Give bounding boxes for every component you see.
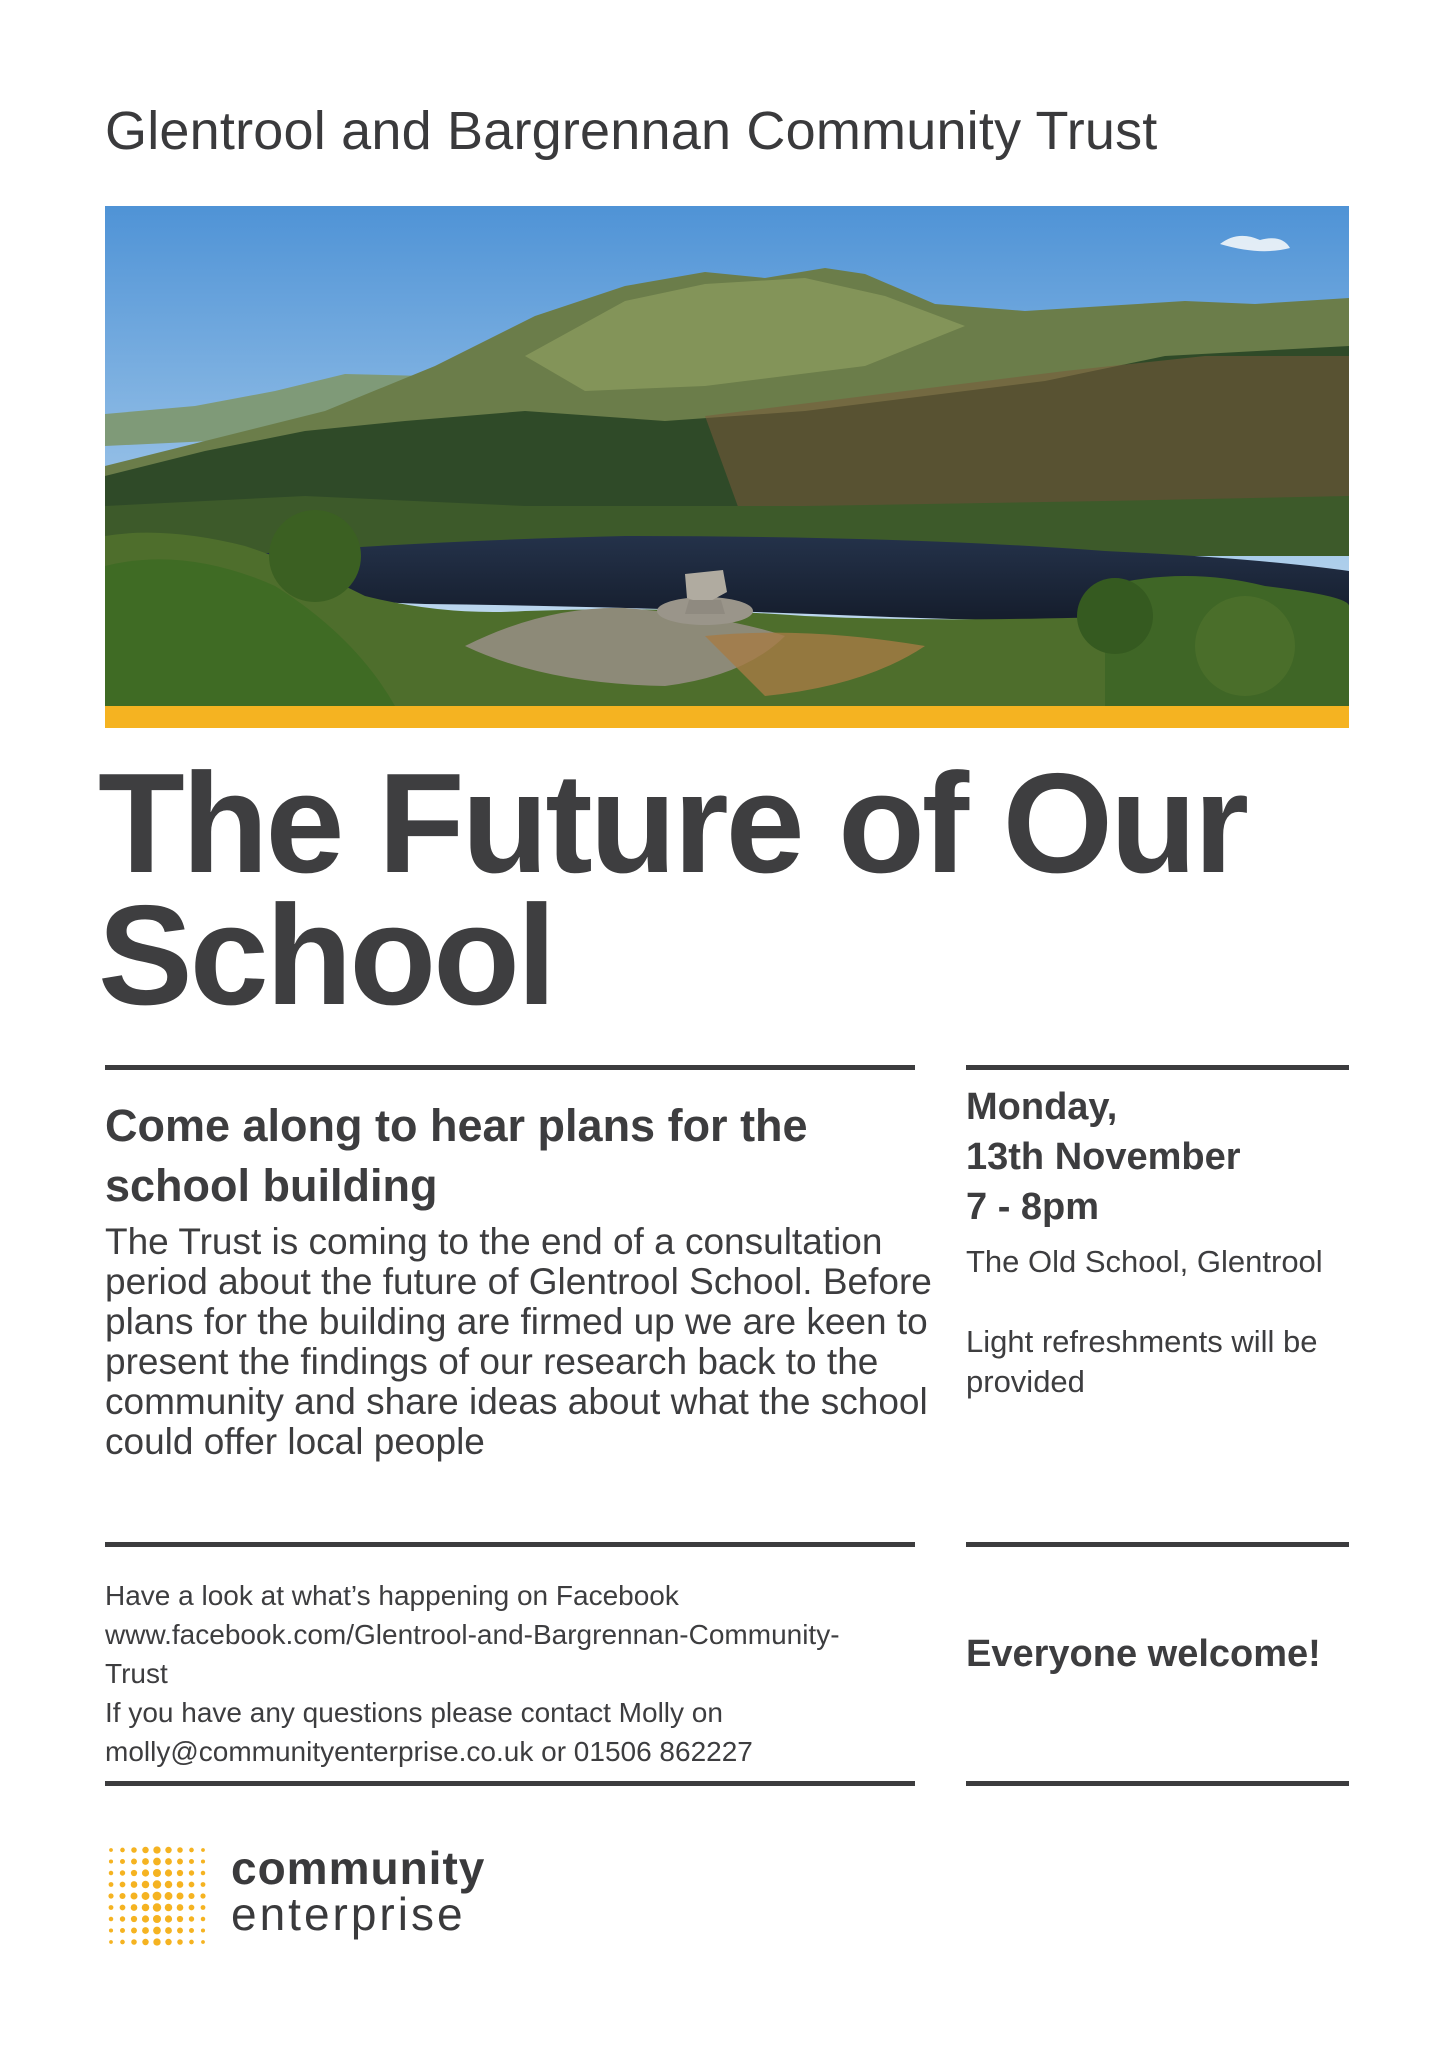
- facebook-intro: Have a look at what’s happening on Facebook: [105, 1580, 679, 1611]
- contact-intro: If you have any questions please contact Molly on: [105, 1697, 723, 1728]
- logo-dot: [153, 1915, 161, 1923]
- logo-dot: [120, 1940, 125, 1945]
- organisation-title: Glentrool and Bargrennan Community Trust: [105, 101, 1158, 161]
- page-title: The Future of Our School: [98, 744, 1247, 1035]
- event-date: 13th November: [966, 1136, 1241, 1178]
- logo-wordmark-enterprise: enterprise: [231, 1888, 466, 1940]
- logo-dot: [153, 1846, 160, 1853]
- logo-dot: [109, 1871, 113, 1875]
- logo-dot: [153, 1903, 161, 1911]
- event-time: 7 - 8pm: [966, 1186, 1100, 1228]
- logo-dot: [108, 1893, 113, 1898]
- logo-dot: [177, 1847, 183, 1853]
- logo-dot: [109, 1940, 113, 1944]
- event-day: Monday,: [966, 1086, 1118, 1128]
- divider: [105, 1781, 915, 1786]
- logo-dot: [120, 1928, 125, 1933]
- logo-dot: [201, 1871, 205, 1875]
- logo-dot: [142, 1915, 149, 1922]
- logo-dot: [189, 1905, 195, 1911]
- logo-dot: [142, 1858, 149, 1865]
- logo-dot: [177, 1939, 183, 1945]
- logo-dot: [131, 1904, 138, 1911]
- divider: [966, 1065, 1349, 1070]
- logo-dot: [131, 1847, 137, 1853]
- event-venue: The Old School, Glentrool: [966, 1244, 1323, 1279]
- facebook-link[interactable]: www.facebook.com/Glentrool-and-Bargrennan-Community-: [105, 1619, 840, 1650]
- logo-dot: [142, 1904, 150, 1912]
- divider: [966, 1542, 1349, 1547]
- logo-dot: [189, 1916, 194, 1921]
- accent-bar: [105, 706, 1349, 728]
- logo-wordmark-community: community: [231, 1842, 486, 1894]
- logo-dot: [189, 1940, 194, 1945]
- logo-dot: [177, 1916, 183, 1922]
- body-paragraph: The Trust is coming to the end of a consultation period about the future of Glentrool School. Before plans for the building are firmed up we are keen to present the findings of our research back to the community and share ideas about what the school could offer local people: [105, 1221, 932, 1462]
- logo-dot: [142, 1892, 150, 1900]
- logo-dot: [201, 1859, 205, 1863]
- logo-dot: [165, 1892, 173, 1900]
- logo-dot: [189, 1848, 194, 1853]
- logo-dot: [177, 1881, 184, 1888]
- logo-dot: [153, 1927, 161, 1935]
- logo-dot: [201, 1917, 205, 1921]
- logo-dot: [165, 1847, 171, 1853]
- logo-dot: [142, 1881, 150, 1889]
- divider: [966, 1781, 1349, 1786]
- logo-dot: [153, 1858, 161, 1866]
- logo-dot: [201, 1940, 205, 1944]
- logo-dot: [109, 1859, 113, 1863]
- divider: [105, 1065, 915, 1070]
- community-enterprise-logo-icon: [105, 1844, 209, 1948]
- logo-dot: [142, 1847, 148, 1853]
- logo-dot: [177, 1859, 183, 1865]
- welcome-message: Everyone welcome!: [966, 1633, 1321, 1675]
- logo-dot: [165, 1858, 172, 1865]
- logo-dot: [201, 1848, 205, 1852]
- logo-dot: [131, 1928, 137, 1934]
- logo-dot: [165, 1939, 171, 1945]
- logo-dot: [189, 1870, 194, 1875]
- logo-dot: [131, 1916, 137, 1922]
- contact-info: [105, 1576, 905, 1771]
- logo-dot: [120, 1859, 125, 1864]
- logo-dot: [153, 1892, 162, 1901]
- logo-dot: [131, 1939, 137, 1945]
- logo-dot: [109, 1905, 114, 1910]
- logo-dot: [120, 1848, 125, 1853]
- logo-dot: [177, 1928, 183, 1934]
- logo-dot: [177, 1870, 183, 1876]
- logo-dot: [189, 1928, 194, 1933]
- logo-dot: [177, 1904, 184, 1911]
- logo-dot: [201, 1928, 205, 1932]
- logo-dot: [177, 1893, 184, 1900]
- logo-dot: [131, 1881, 138, 1888]
- logo-dot: [165, 1915, 172, 1922]
- logo-dot: [109, 1917, 113, 1921]
- logo-dot: [109, 1882, 114, 1887]
- logo-dot: [153, 1880, 161, 1888]
- logo-dot: [165, 1904, 173, 1912]
- logo-dot: [120, 1870, 125, 1875]
- logo-dot: [189, 1882, 195, 1888]
- logo-dot: [153, 1938, 160, 1945]
- logo-dot: [165, 1869, 172, 1876]
- logo-dot: [201, 1882, 206, 1887]
- divider: [105, 1542, 915, 1547]
- logo-dot: [120, 1916, 125, 1921]
- logo-dot: [188, 1893, 194, 1899]
- logo-dot: [142, 1939, 148, 1945]
- logo-dot: [165, 1881, 173, 1889]
- logo-dot: [153, 1869, 161, 1877]
- logo-dot: [142, 1927, 149, 1934]
- logo-dot: [131, 1893, 138, 1900]
- logo-dot: [109, 1848, 113, 1852]
- logo-dot: [142, 1869, 149, 1876]
- logo-dot: [165, 1927, 172, 1934]
- refreshments-note: Light refreshments will be provided: [966, 1324, 1318, 1399]
- logo-dot: [201, 1905, 206, 1910]
- logo-dot: [119, 1893, 125, 1899]
- logo-dot: [131, 1859, 137, 1865]
- contact-details[interactable]: molly@communityenterprise.co.uk or 01506 862227: [105, 1736, 753, 1767]
- logo-dot: [120, 1905, 126, 1911]
- logo-dot: [109, 1928, 113, 1932]
- logo-dot: [120, 1882, 126, 1888]
- landscape-photo: [105, 206, 1349, 706]
- subheading: Come along to hear plans for the school building: [105, 1100, 808, 1211]
- logo-dot: [131, 1870, 137, 1876]
- logo-dot: [200, 1893, 205, 1898]
- logo-dot: [189, 1859, 194, 1864]
- facebook-link-continued[interactable]: Trust: [105, 1658, 168, 1689]
